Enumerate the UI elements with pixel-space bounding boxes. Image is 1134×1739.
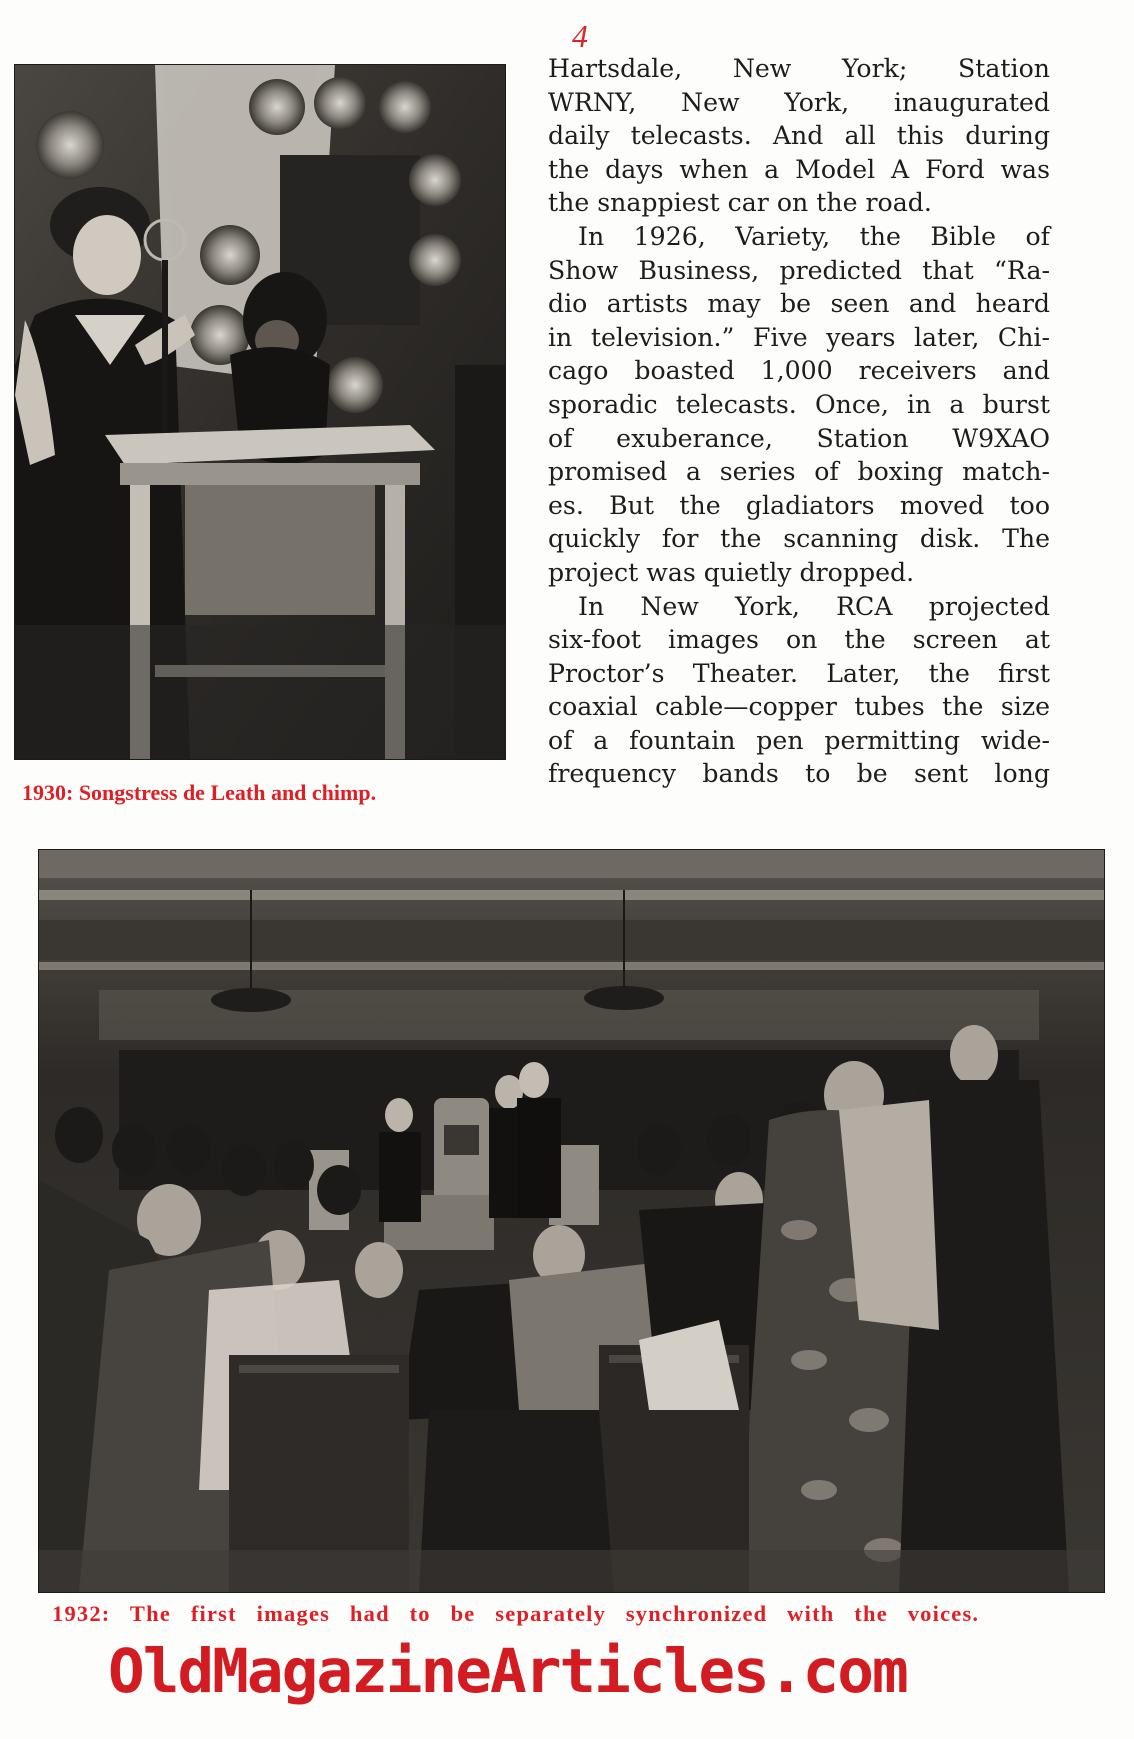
article-line: sporadic telecasts. Once, in a burst: [548, 389, 1050, 419]
article-line: six-foot images on the screen at: [548, 625, 1050, 655]
article-line: the snappiest car on the road.: [548, 188, 932, 218]
article-line: es. But the gladiators moved too: [548, 490, 1050, 520]
article-line: project was quietly dropped.: [548, 557, 915, 587]
article-line: quickly for the scanning disk. The: [548, 524, 1050, 554]
article-line: frequency bands to be sent long: [548, 759, 1050, 789]
article-line: the days when a Model A Ford was: [548, 154, 1050, 184]
article-line: In New York, RCA projected: [578, 591, 1050, 621]
article-line: of exuberance, Station W9XAO: [548, 423, 1050, 453]
article-line: Hartsdale, New York; Station: [548, 54, 1050, 83]
caption-television-audience: 1932: The first images had to be separately synchronized with the voices.: [52, 1601, 980, 1626]
article-line: Proctor’s Theater. Later, the first: [548, 658, 1050, 688]
article-line: daily telecasts. And all this during: [548, 121, 1050, 151]
article-line: coaxial cable—copper tubes the size: [548, 692, 1050, 722]
article-line: of a fountain pen permitting wide-: [548, 725, 1050, 755]
photo-singer-chimp: [14, 64, 506, 760]
article-line: cago boasted 1,000 receivers and: [548, 356, 1050, 386]
watermark: OldMagazineArticles.com: [108, 1636, 907, 1707]
caption-singer-chimp: 1930: Songstress de Leath and chimp.: [22, 780, 377, 805]
article-line: promised a series of boxing match-: [548, 457, 1050, 487]
article-line: Show Business, predicted that “Ra-: [548, 255, 1050, 285]
article-line: in television.” Five years later, Chi-: [548, 322, 1050, 352]
article-line: WRNY, New York, inaugurated: [548, 87, 1050, 117]
page-number: 4: [572, 18, 588, 54]
photo-singer-chimp-image: [15, 65, 505, 759]
photo-television-audience-image: [39, 850, 1104, 1592]
article-line: dio artists may be seen and heard: [548, 289, 1050, 319]
article-text: [548, 52, 1050, 791]
article-line: In 1926, Variety, the Bible of: [578, 221, 1050, 251]
photo-television-audience: [38, 849, 1105, 1593]
